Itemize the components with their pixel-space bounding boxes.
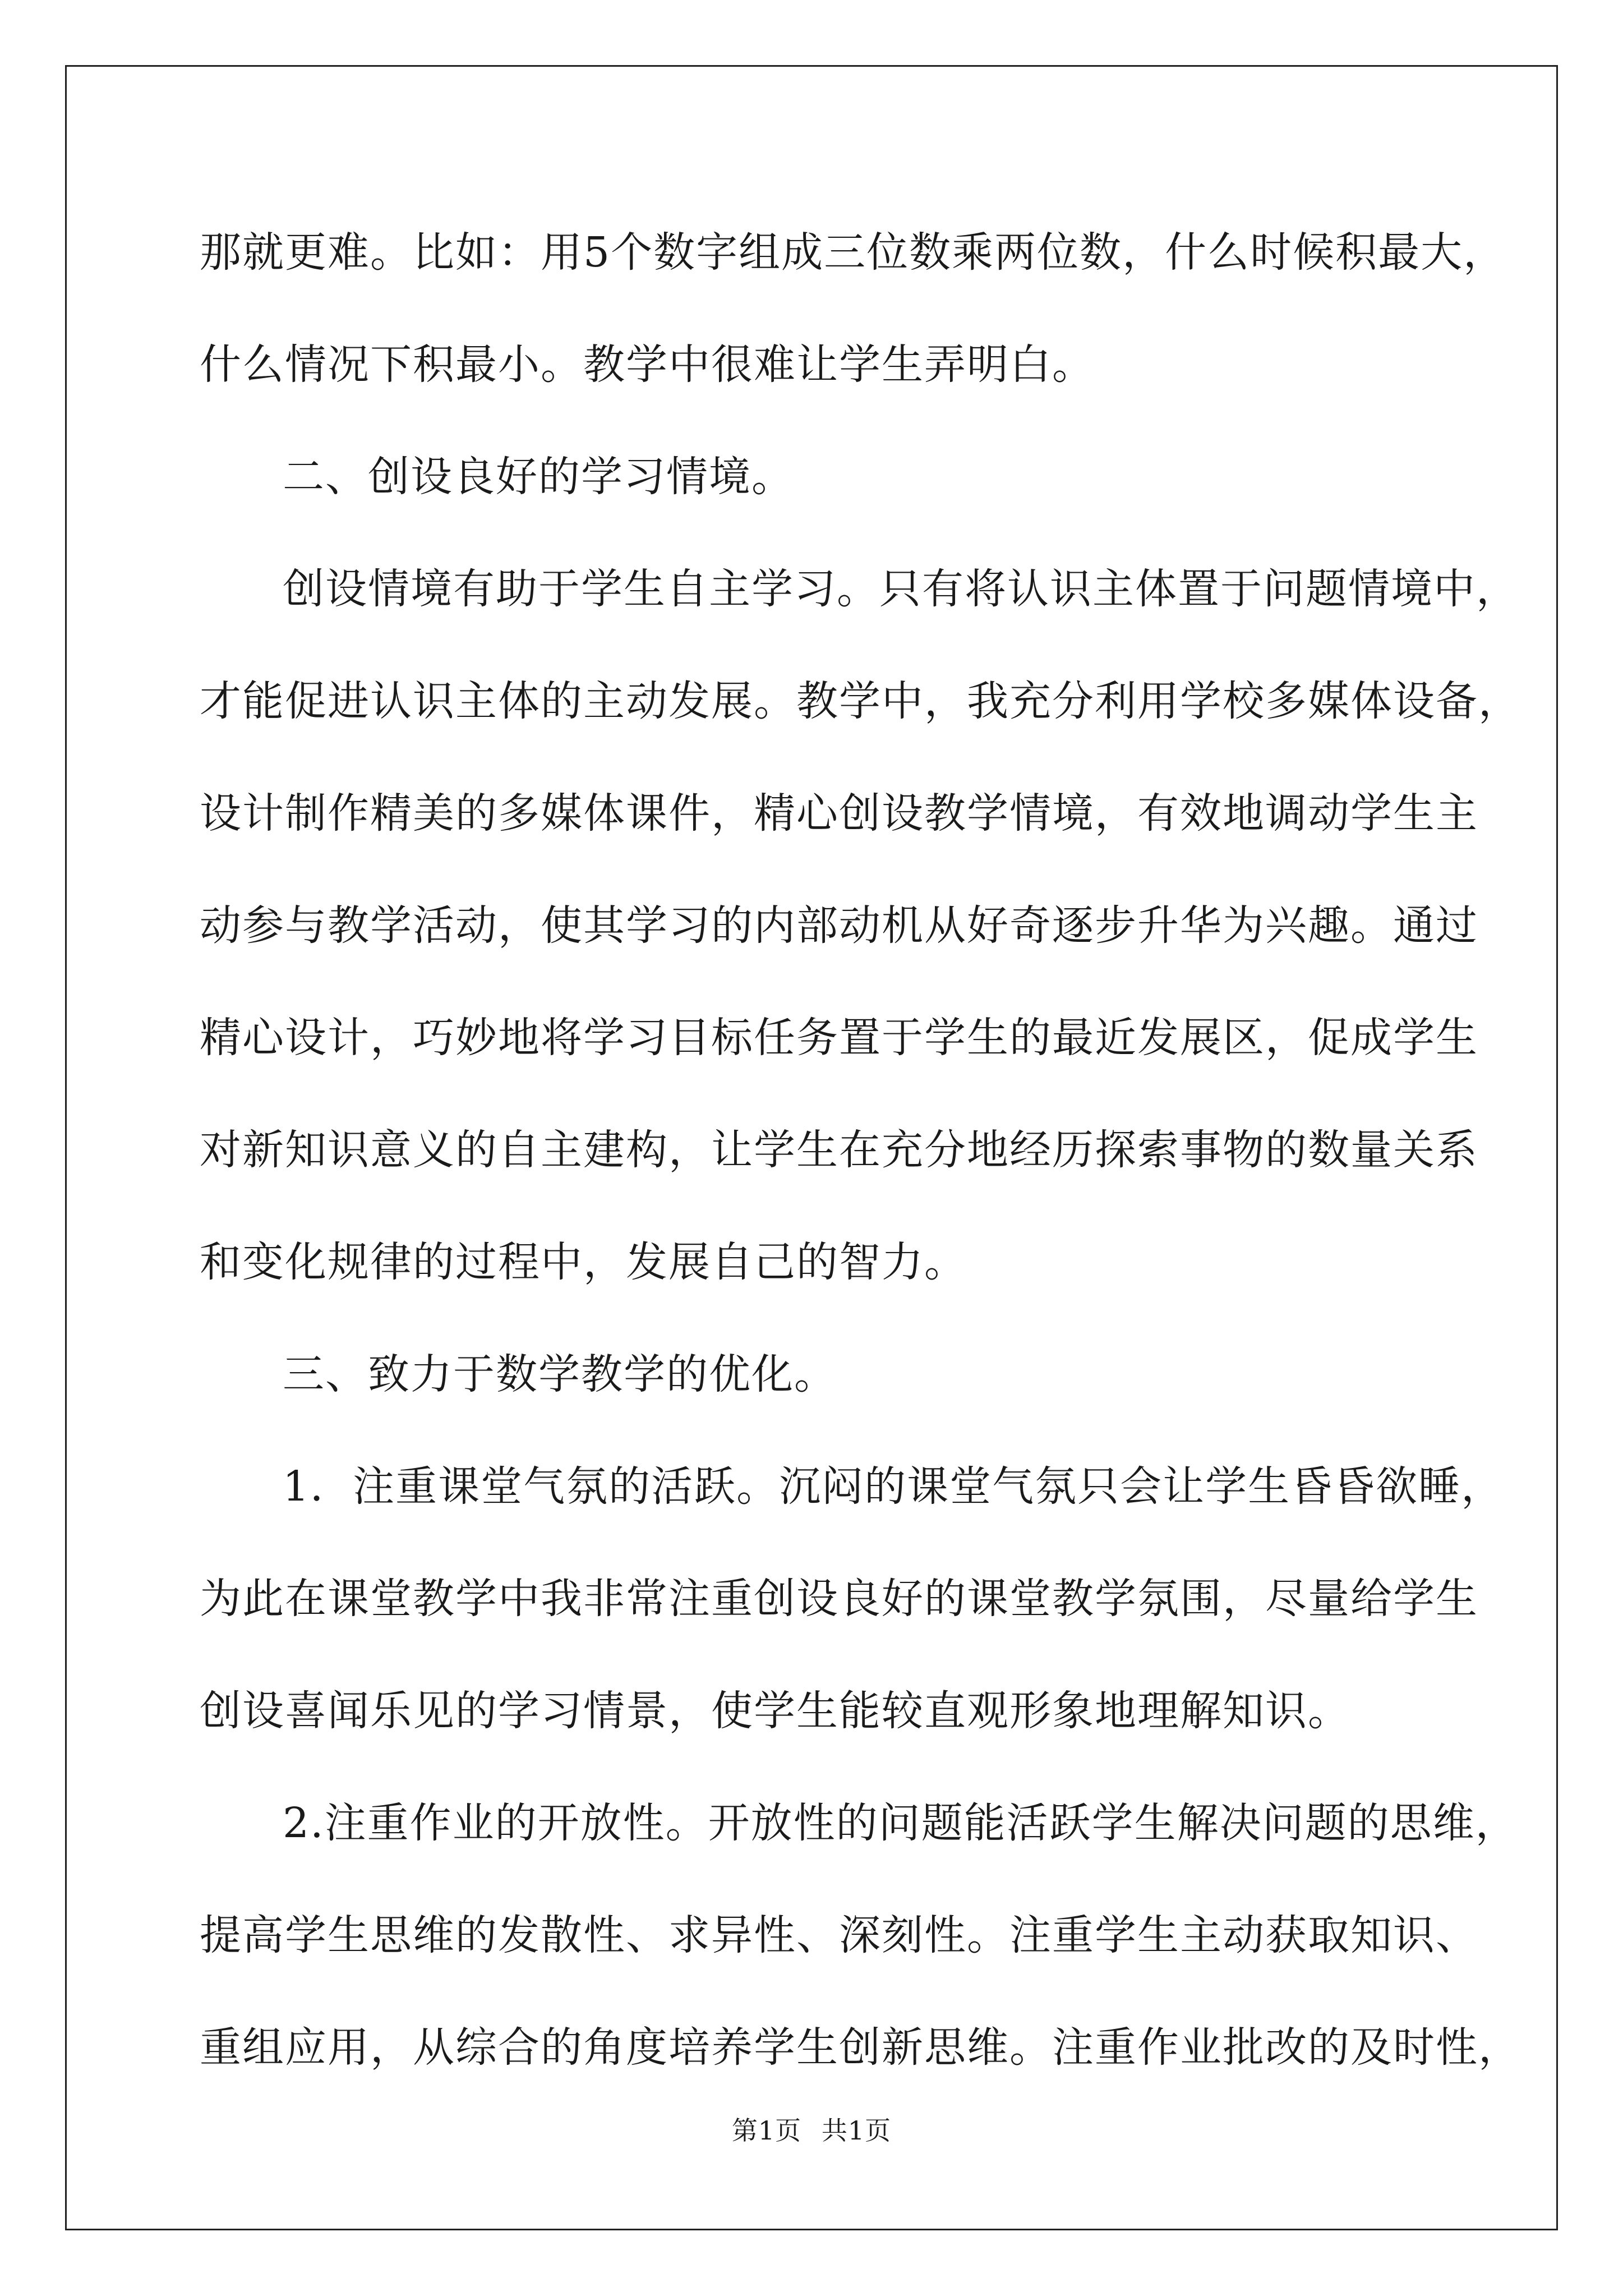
text-line: 设计制作精美的多媒体课件，精心创设教学情境，有效地调动学生主 xyxy=(200,789,1478,838)
text-line: 1．注重课堂气氛的活跃。沉闷的课堂气氛只会让学生昏昏欲睡， xyxy=(283,1462,1504,1511)
text-line: 那就更难。比如：用5个数字组成三位数乘两位数，什么时候积最大， xyxy=(200,228,1506,277)
text-line: 重组应用，从综合的角度培养学生创新思维。注重作业批改的及时性， xyxy=(200,2023,1521,2072)
text-line: 才能促进认识主体的主动发展。教学中，我充分利用学校多媒体设备， xyxy=(200,677,1521,725)
document-body xyxy=(200,219,1521,2126)
text-line: 和变化规律的过程中，发展自己的智力。 xyxy=(200,1238,967,1286)
text-line: 提高学生思维的发散性、求异性、深刻性。注重学生主动获取知识、 xyxy=(200,1911,1478,1959)
page-footer xyxy=(0,2110,1623,2147)
page-total: 共1页 xyxy=(821,2115,892,2146)
text-line: 二、创设良好的学习情境。 xyxy=(283,453,794,501)
text-line: 2.注重作业的开放性。开放性的问题能活跃学生解决问题的思维， xyxy=(283,1799,1518,1847)
text-line: 什么情况下积最小。教学中很难让学生弄明白。 xyxy=(200,341,1095,389)
text-line: 创设情境有助于学生自主学习。只有将认识主体置于问题情境中， xyxy=(283,565,1519,613)
text-line: 动参与教学活动，使其学习的内部动机从好奇逐步升华为兴趣。通过 xyxy=(200,901,1478,950)
text-line: 精心设计，巧妙地将学习目标任务置于学生的最近发展区，促成学生 xyxy=(200,1014,1478,1062)
text-line: 对新知识意义的自主建构，让学生在充分地经历探索事物的数量关系 xyxy=(200,1126,1478,1174)
text-line: 创设喜闻乐见的学习情景，使学生能较直观形象地理解知识。 xyxy=(200,1687,1350,1735)
text-line: 为此在课堂教学中我非常注重创设良好的课堂教学氛围，尽量给学生 xyxy=(200,1575,1478,1623)
text-line: 三、致力于数学教学的优化。 xyxy=(283,1350,837,1398)
page-number: 第1页 xyxy=(731,2115,802,2146)
